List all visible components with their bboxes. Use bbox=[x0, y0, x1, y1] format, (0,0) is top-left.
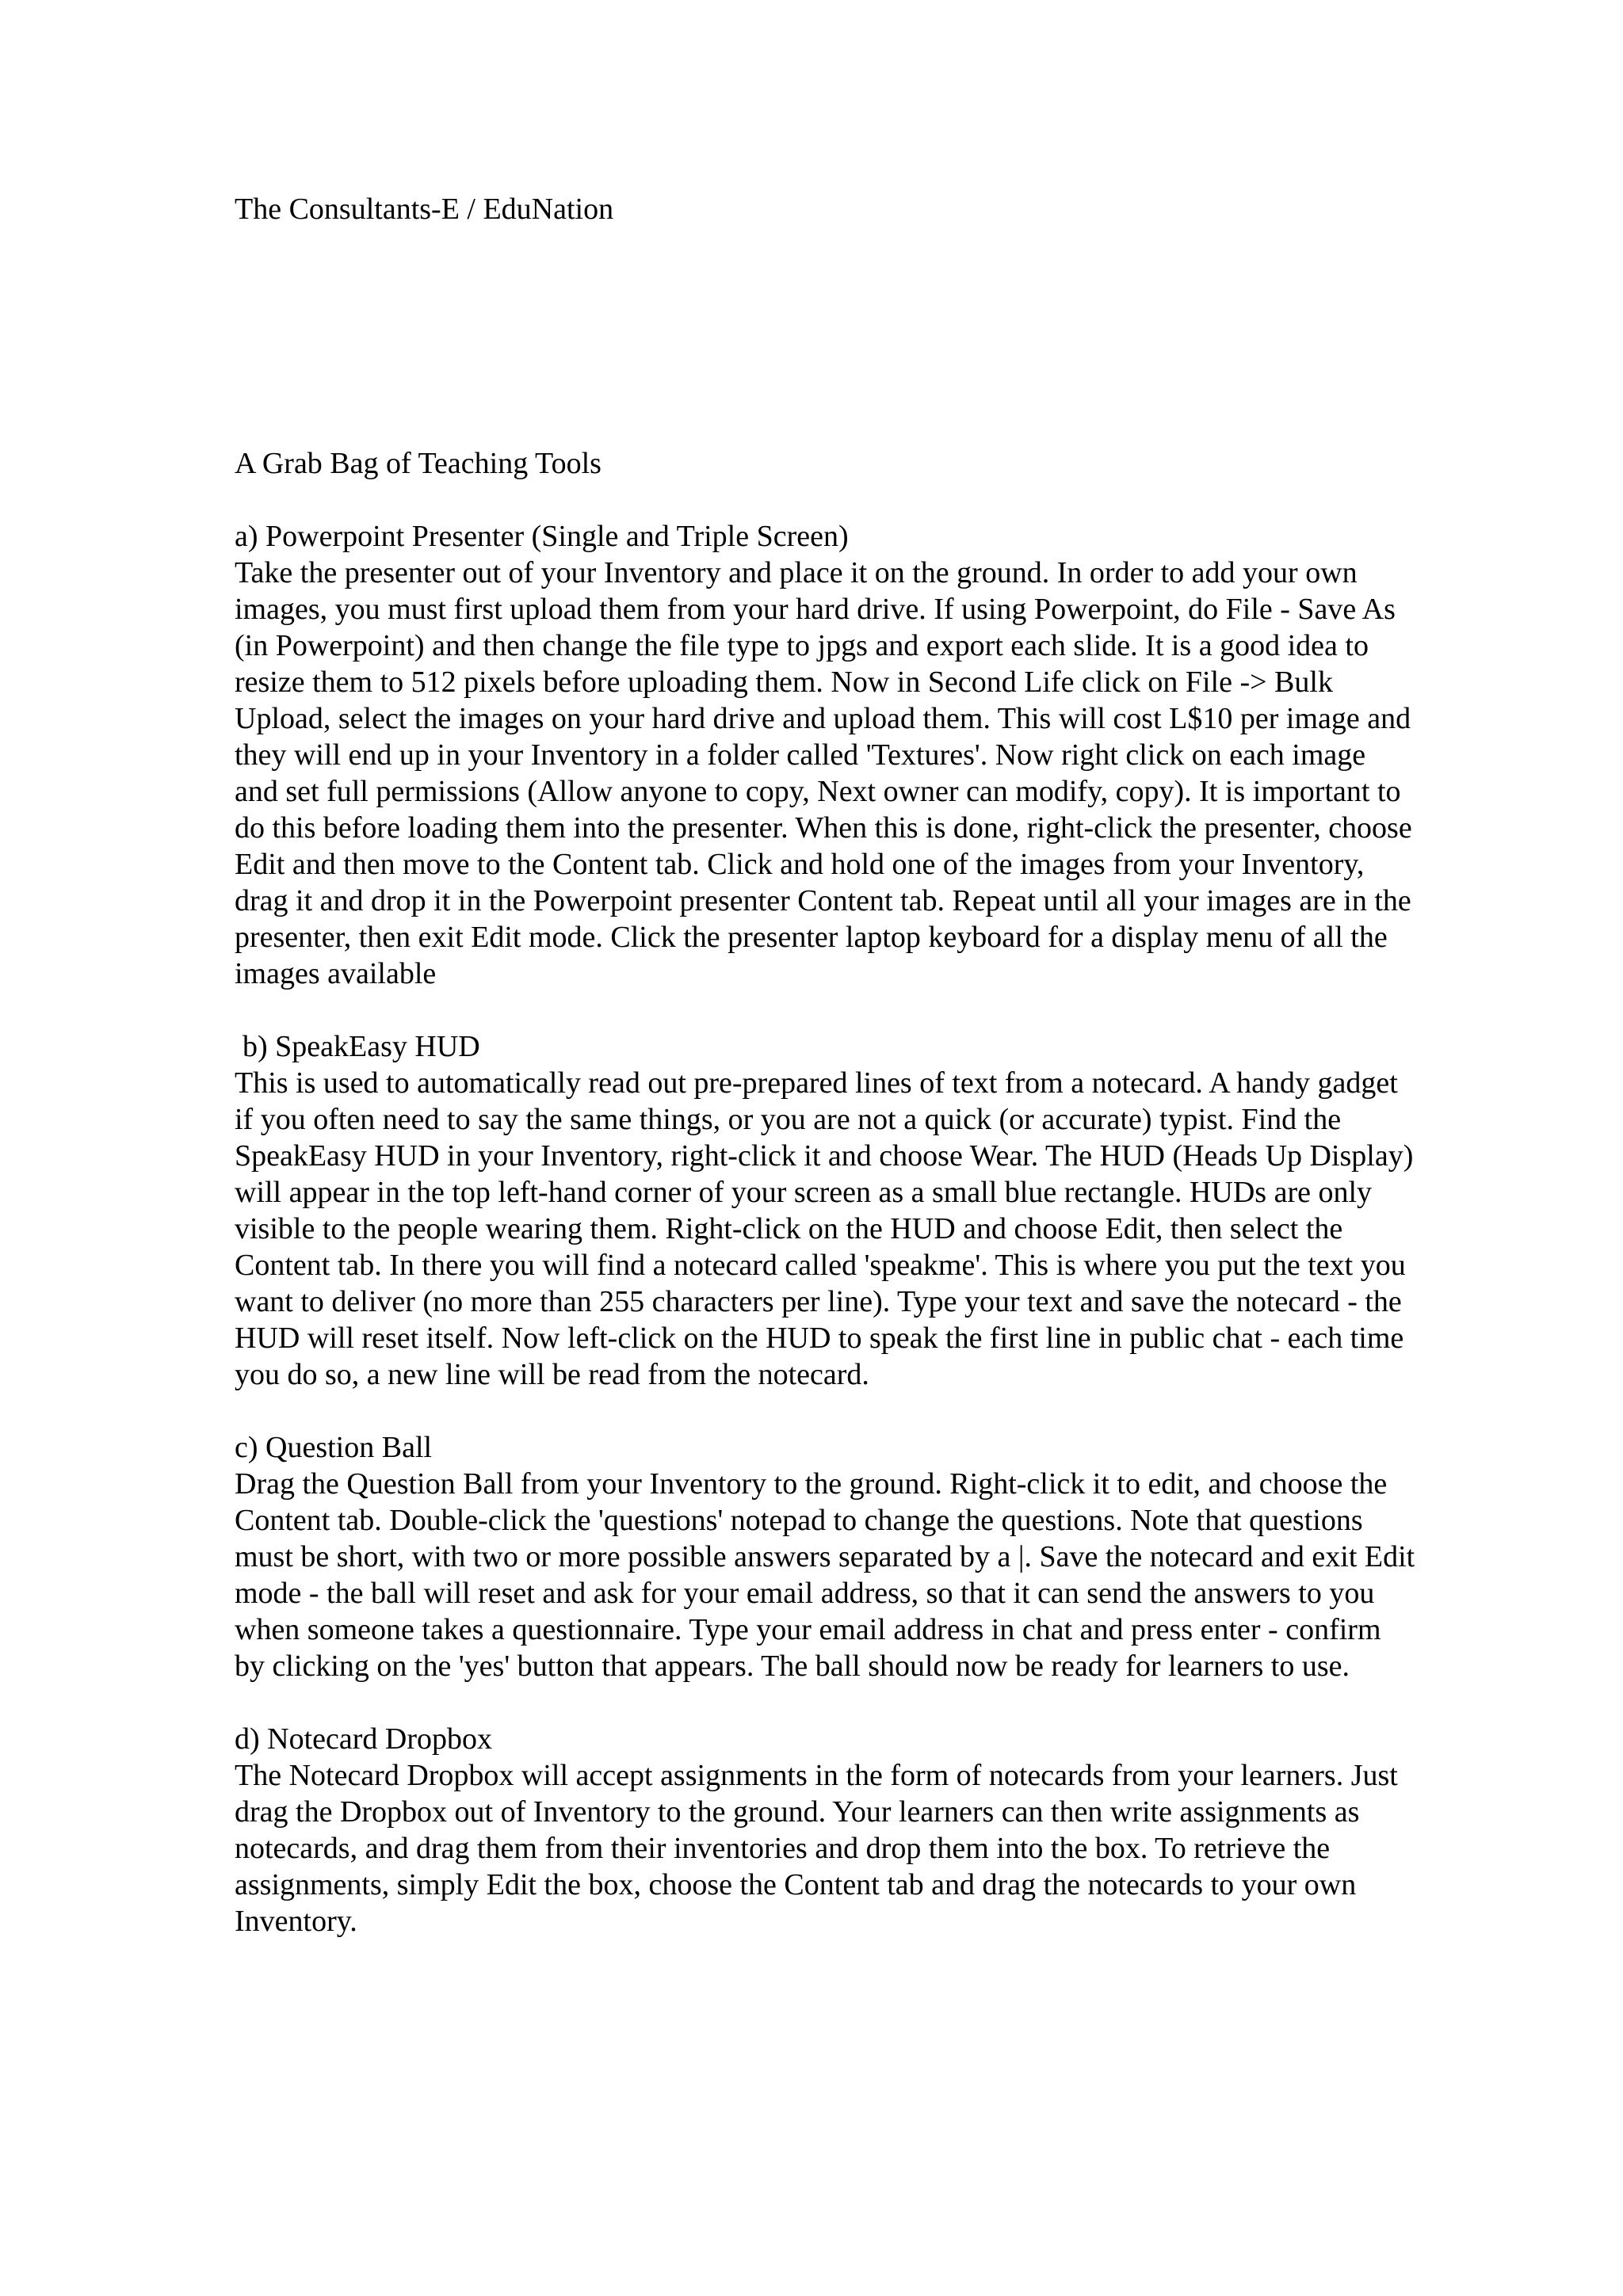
section-heading: b) SpeakEasy HUD bbox=[242, 1030, 480, 1063]
section-heading: c) Question Ball bbox=[235, 1431, 433, 1464]
section-body: Drag the Question Ball from your Inventory to the ground. Right-click it to edit, and choose the Content tab. Double-click the 'questions' notepad to change the questions. Note that questions must be short, with two or more possible answers separated by a |. Save the notecard and exit Edit mode - the ball will reset and ask for your email address, so that it can send the answers to you when someone takes a questionnaire. Type your email address in chat and press enter - confirm by clicking on the 'yes' button that appears. The ball should now be ready for learners to use. bbox=[235, 1467, 1415, 1683]
organization-header: The Consultants-E / EduNation bbox=[235, 193, 614, 226]
section-speakeasy-hud bbox=[235, 1028, 1415, 1393]
section-notecard-dropbox bbox=[235, 1721, 1415, 1939]
section-body: Take the presenter out of your Inventory and place it on the ground. In order to add your own images, you must first upload them from your hard drive. If using Powerpoint, do File - Save As (in Powerpoint) and then change the file type to jpgs and export each slide. It is a good idea to resize them to 512 pixels before uploading them. Now in Second Life click on File -> Bulk Upload, select the images on your hard drive and upload them. This will cost L$10 per image and they will end up in your Inventory in a folder called 'Textures'. Now right click on each image and set full permissions (Allow anyone to copy, Next owner can modify, copy). It is important to do this before loading them into the presenter. When this is done, right-click the presenter, choose Edit and then move to the Content tab. Click and hold one of the images from your Inventory, drag it and drop it in the Powerpoint presenter Content tab. Repeat until all your images are in the presenter, then exit Edit mode. Click the presenter laptop keyboard for a display menu of all the images available bbox=[235, 556, 1412, 990]
document-content bbox=[235, 445, 1415, 1976]
section-heading: d) Notecard Dropbox bbox=[235, 1722, 493, 1756]
document-title: A Grab Bag of Teaching Tools bbox=[235, 447, 601, 480]
section-body: This is used to automatically read out pre-prepared lines of text from a notecard. A handy gadget if you often need to say the same things, or you are not a quick (or accurate) typist. Find the SpeakEasy HUD in your Inventory, right-click it and choose Wear. The HUD (Heads Up Display) will appear in the top left-hand corner of your screen as a small blue rectangle. HUDs are only visible to the people wearing them. Right-click on the HUD and choose Edit, then select the Content tab. In there you will find a notecard called 'speakme'. This is where you put the text you want to deliver (no more than 255 characters per line). Type your text and save the notecard - the HUD will reset itself. Now left-click on the HUD to speak the first line in public chat - each time you do so, a new line will be read from the notecard. bbox=[235, 1066, 1414, 1391]
section-heading: a) Powerpoint Presenter (Single and Triple Screen) bbox=[235, 520, 849, 553]
section-body: The Notecard Dropbox will accept assignments in the form of notecards from your learners. Just drag the Dropbox out of Inventory to the ground. Your learners can then write assignments as notecards, and drag them from their inventories and drop them into the box. To retrieve the assignments, simply Edit the box, choose the Content tab and drag the notecards to your own Inventory. bbox=[235, 1759, 1398, 1938]
section-powerpoint-presenter bbox=[235, 518, 1415, 992]
section-question-ball bbox=[235, 1429, 1415, 1684]
